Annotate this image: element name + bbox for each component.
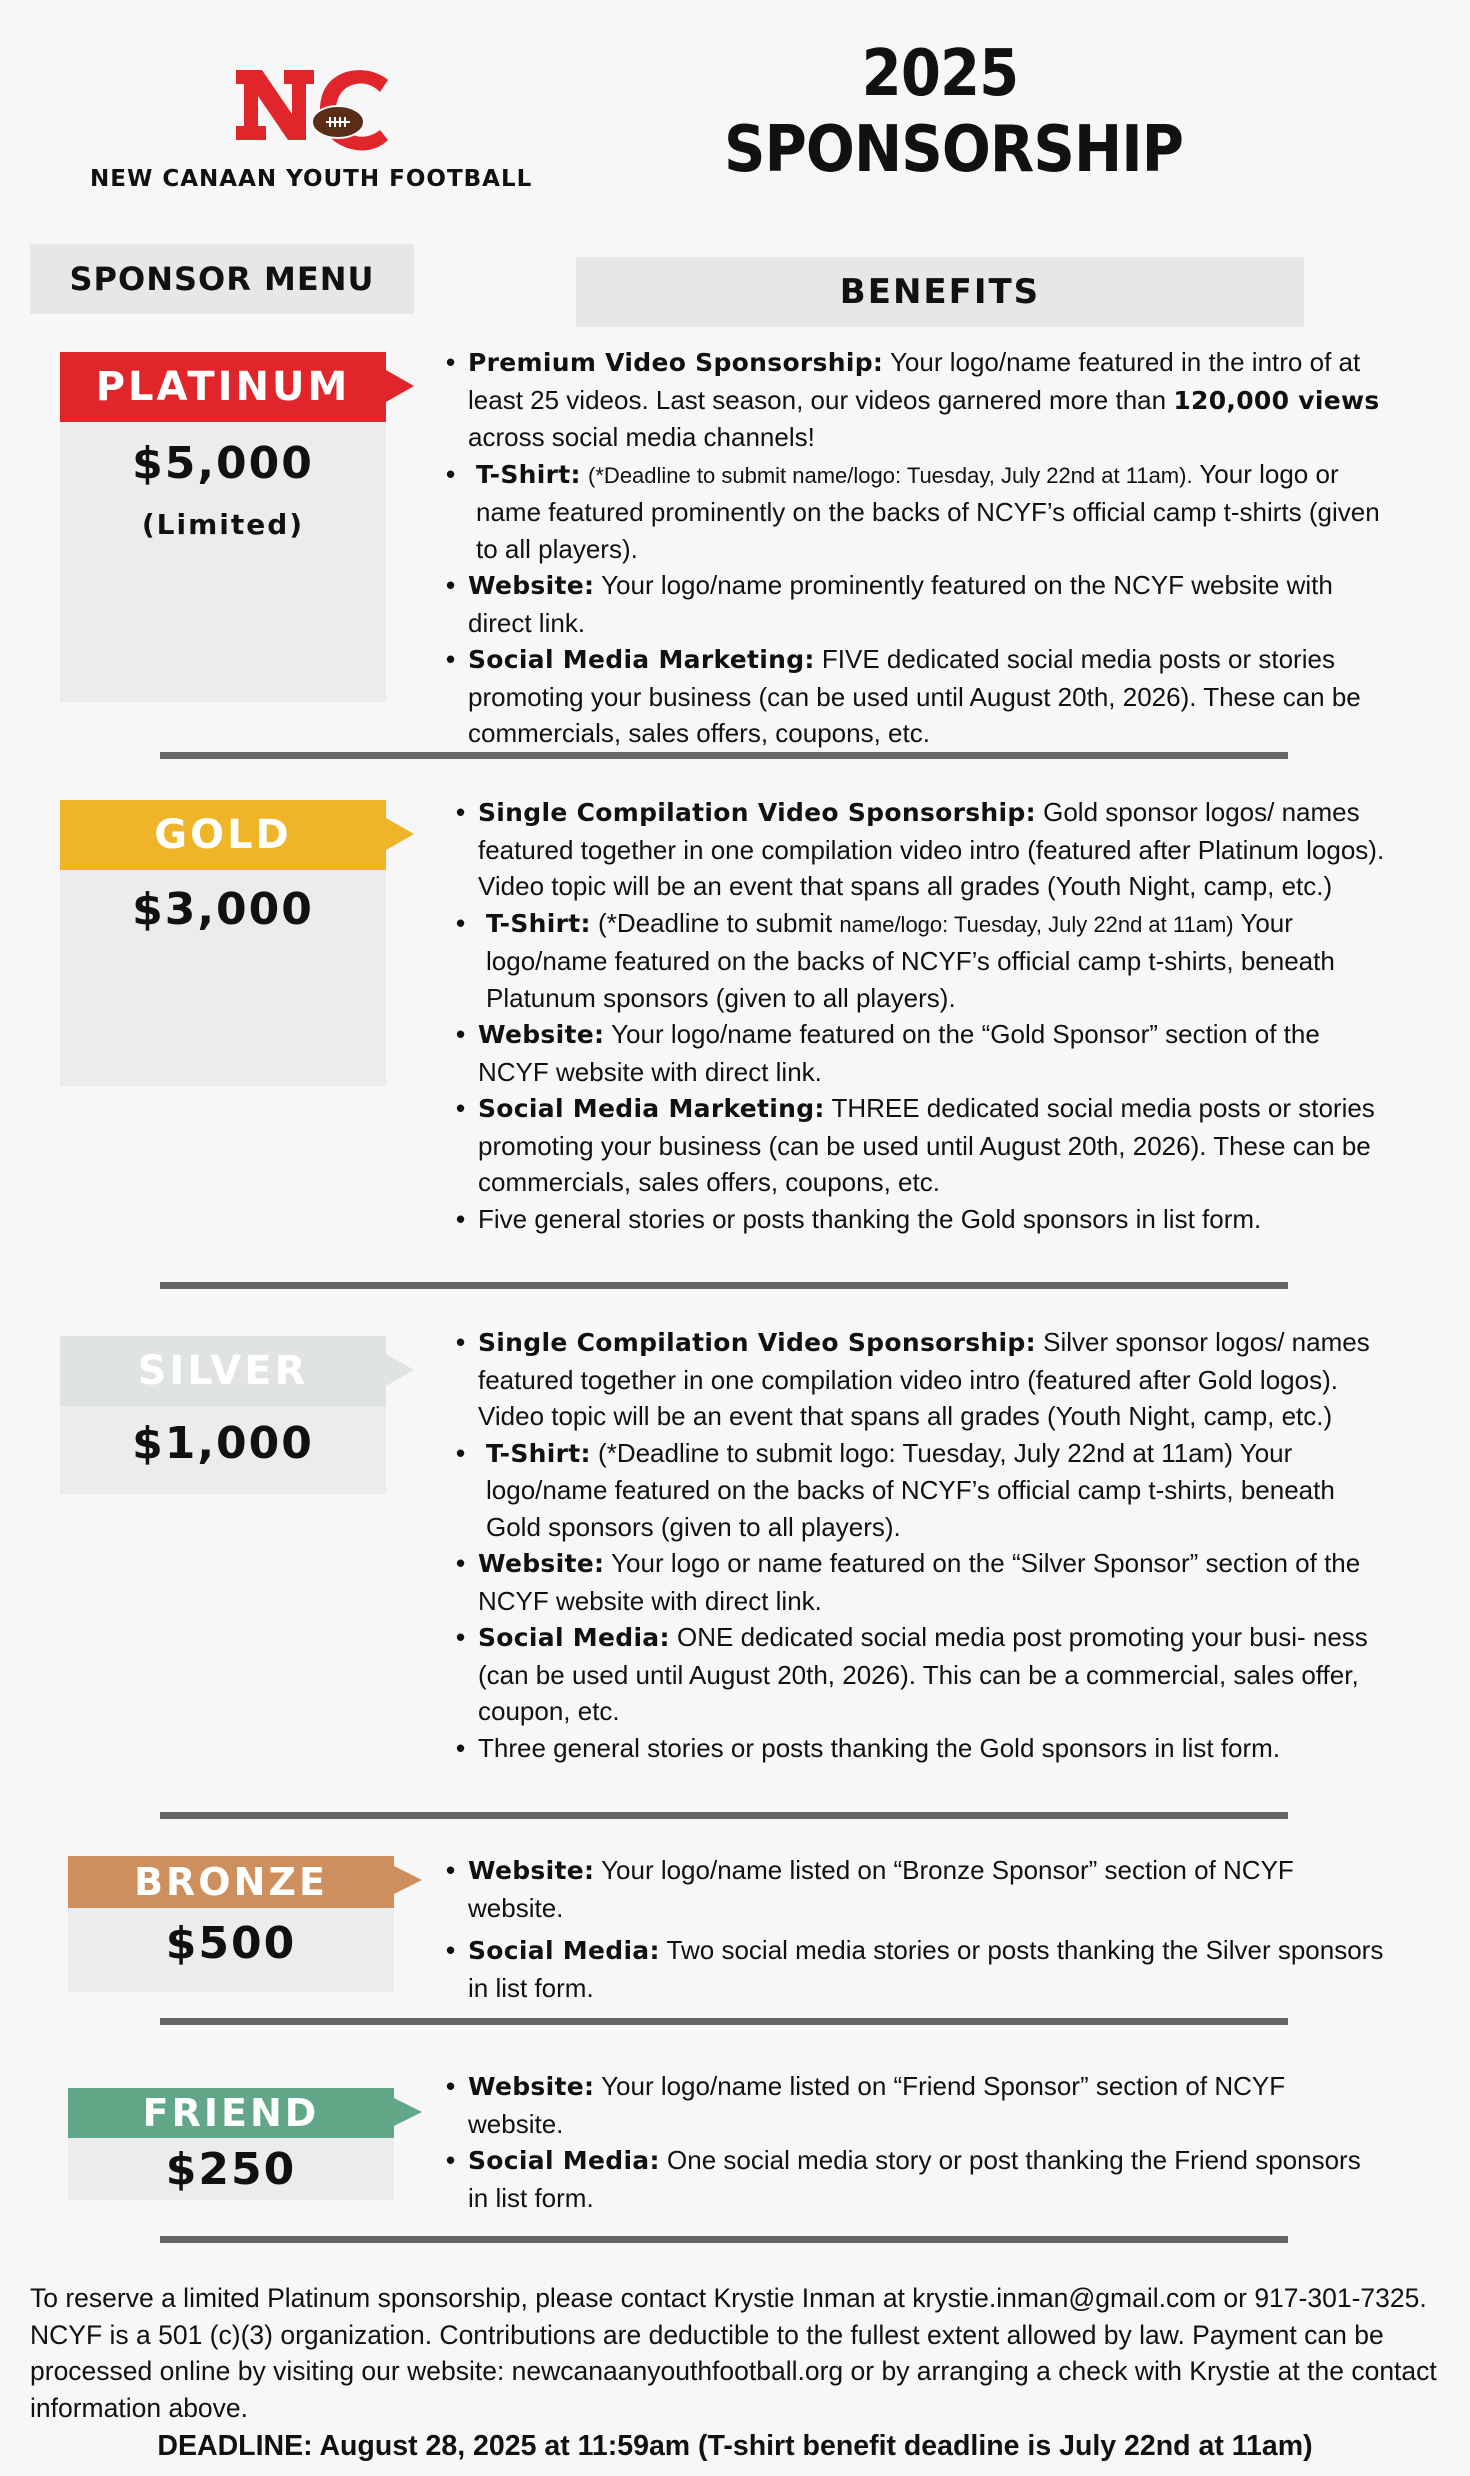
list-item: • Website: Your logo/name listed on “Friend Sponsor” section of NCYF website.: [446, 2068, 1386, 2142]
list-item: • Single Compilation Video Sponsorship: Gold sponsor logos/ names featured together in one compilation video intro (featured after Platinum logos). Video topic will be an event that spans all grades (Youth Night, camp, etc.): [456, 794, 1396, 905]
silver-name: SILVER: [137, 1348, 309, 1394]
list-item: • Social Media Marketing: FIVE dedicated social media posts or stories promoting your business (can be used until August 20th, 2026). These can be commercials, sales offers, coupons, etc.: [446, 641, 1386, 752]
gold-banner: [60, 800, 386, 870]
page-title: [724, 36, 1184, 188]
platinum-benefits: [446, 344, 1386, 752]
friend-arrow-icon: [394, 2098, 422, 2126]
benefits-header: BENEFITS: [576, 257, 1304, 327]
silver-arrow-icon: [386, 1354, 414, 1386]
bronze-banner: [68, 1856, 394, 1908]
platinum-price: $5,000: [132, 438, 314, 489]
list-item: • T-Shirt: (*Deadline to submit logo: Tuesday, July 22nd at 11am) Your logo/name featured on the backs of NCYF’s official camp t-shirts, beneath Gold sponsors (given to all players).: [456, 1435, 1396, 1546]
divider: [160, 752, 1288, 759]
gold-benefits: [456, 794, 1396, 1237]
list-item: • Website: Your logo/name listed on “Bronze Sponsor” section of NCYF website.: [446, 1852, 1386, 1926]
list-item: • Social Media: One social media story or post thanking the Friend sponsors in list form.: [446, 2142, 1386, 2216]
deadline-text: DEADLINE: August 28, 2025 at 11:59am (T-shirt benefit deadline is July 22nd at 11am): [157, 2430, 1313, 2462]
list-item: • Social Media: ONE dedicated social media post promoting your busi- ness (can be used until August 20th, 2026). This can be a commercial, sales offer, coupon, etc.: [456, 1619, 1396, 1730]
divider: [160, 1282, 1288, 1289]
list-item: • Five general stories or posts thanking the Gold sponsors in list form.: [456, 1201, 1396, 1238]
list-item: • Single Compilation Video Sponsorship: Silver sponsor logos/ names featured together in one compilation video intro (featured after Gold logos). Video topic will be an event that spans all grades (Youth Night, camp, etc.): [456, 1324, 1396, 1435]
list-item: • Website: Your logo/name prominently featured on the NCYF website with direct link.: [446, 567, 1386, 641]
gold-arrow-icon: [386, 818, 414, 850]
platinum-note: (Limited): [141, 508, 305, 541]
title-word: SPONSORSHIP: [724, 113, 1184, 187]
silver-price: $1,000: [132, 1418, 314, 1469]
contact-paragraph: To reserve a limited Platinum sponsorship, please contact Krystie Inman at krystie.inman@gmail.com or 917-301-7325. NCYF is a 501 (c)(3) organization. Contributions are deductible to the fullest extent allowed by law. Payment can be processed online by visiting our website: newcanaanyouthfootball.org or by arranging a check with Krystie at the contact information above.: [30, 2283, 1437, 2423]
platinum-arrow-icon: [386, 370, 414, 402]
list-item: • T-Shirt: (*Deadline to submit name/logo: Tuesday, July 22nd at 11am) Your logo/name featured on the backs of NCYF’s official camp t-shirts, beneath Platunum sponsors (given to all players).: [456, 905, 1396, 1017]
logo-n-shape: [236, 70, 314, 140]
divider: [160, 2236, 1288, 2243]
bronze-name: BRONZE: [134, 1860, 328, 1904]
list-item: • Social Media: Two social media stories or posts thanking the Silver sponsors in list form.: [446, 1932, 1386, 2006]
bronze-benefits: [446, 1852, 1386, 2006]
friend-benefits: [446, 2068, 1386, 2216]
silver-benefits: [456, 1324, 1396, 1766]
list-item: • Website: Your logo or name featured on the “Silver Sponsor” section of the NCYF website with direct link.: [456, 1545, 1396, 1619]
divider: [160, 2018, 1288, 2025]
title-year: 2025: [861, 37, 1019, 111]
friend-price: $250: [165, 2144, 297, 2195]
divider: [160, 1812, 1288, 1819]
platinum-banner: [60, 352, 386, 422]
list-item: • Website: Your logo/name featured on the “Gold Sponsor” section of the NCYF website with direct link.: [456, 1016, 1396, 1090]
gold-name: GOLD: [154, 812, 292, 858]
gold-price: $3,000: [132, 884, 314, 935]
list-item: • Three general stories or posts thanking the Gold sponsors in list form.: [456, 1730, 1396, 1767]
org-name: NEW CANAAN YOUTH FOOTBALL: [90, 166, 533, 192]
bronze-arrow-icon: [394, 1866, 422, 1894]
silver-banner: [60, 1336, 386, 1406]
friend-banner: [68, 2088, 394, 2138]
bronze-price: $500: [165, 1918, 297, 1969]
friend-name: FRIEND: [142, 2091, 320, 2135]
ncyf-logo: [232, 66, 392, 156]
platinum-name: PLATINUM: [95, 364, 351, 410]
list-item: • Social Media Marketing: THREE dedicated social media posts or stories promoting your business (can be used until August 20th, 2026). These can be commercials, sales offers, coupons, etc.: [456, 1090, 1396, 1201]
list-item: • T-Shirt: (*Deadline to submit name/logo: Tuesday, July 22nd at 11am). Your logo or name featured prominently on the backs of NCYF’s official camp t-shirts (given to all players).: [446, 456, 1386, 568]
list-item: • Premium Video Sponsorship: Your logo/name featured in the intro of at least 25 videos. Last season, our videos garnered more than 120,000 views across social media channels!: [446, 344, 1386, 456]
sponsor-menu-header: SPONSOR MENU: [30, 244, 414, 314]
